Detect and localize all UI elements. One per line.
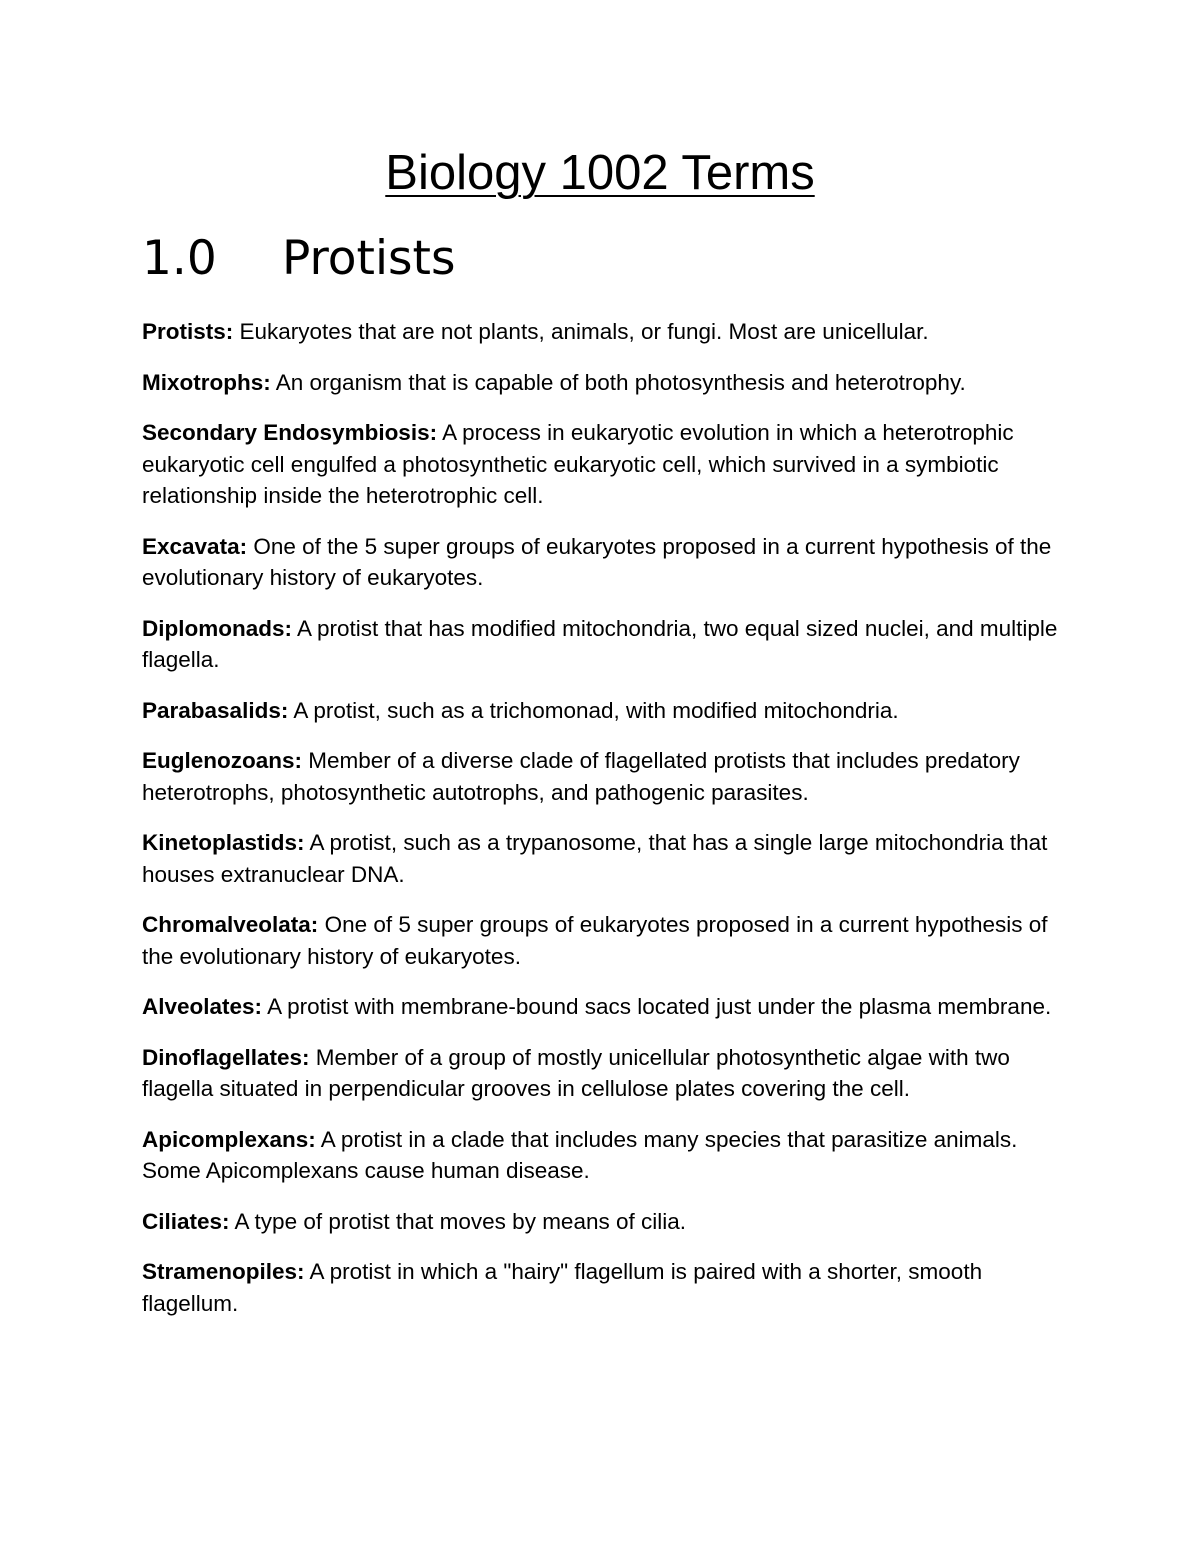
- term-list: [142, 316, 1067, 1338]
- term-label: Parabasalids:: [142, 697, 289, 723]
- term-entry: [142, 909, 1067, 972]
- term-label: Ciliates:: [142, 1208, 230, 1234]
- term-label: Alveolates:: [142, 994, 263, 1019]
- term-definition: A protist with membrane-bound sacs located just under the plasma membrane.: [262, 994, 1052, 1019]
- term-label: Chromalveolata:: [142, 912, 319, 937]
- term-definition: Member of a group of mostly unicellular photosynthetic algae with two flagella situated in perpendicular grooves in cellulose plates covering the cell.: [142, 1044, 1010, 1101]
- term-label: Dinoflagellates:: [142, 1044, 310, 1070]
- term-entry: [142, 531, 1067, 594]
- term-entry: [142, 1206, 1067, 1238]
- term-entry: [142, 991, 1067, 1023]
- term-entry: [142, 1042, 1067, 1105]
- term-definition: A protist in a clade that includes many species that parasitize animals. Some Apicomplexans cause human disease.: [142, 1126, 1018, 1183]
- term-entry: [142, 827, 1067, 890]
- term-entry: [142, 367, 1067, 399]
- term-entry: [142, 1256, 1067, 1319]
- term-entry: [142, 745, 1067, 808]
- term-label: Excavata:: [142, 533, 248, 559]
- term-definition: One of 5 super groups of eukaryotes proposed in a current hypothesis of the evolutionary history of eukaryotes.: [142, 912, 1048, 969]
- section-heading: [142, 226, 455, 292]
- term-definition: A protist, such as a trypanosome, that has a single large mitochondria that houses extranuclear DNA.: [142, 830, 1048, 887]
- term-entry: [142, 695, 1067, 727]
- term-definition: A type of protist that moves by means of cilia.: [229, 1208, 687, 1234]
- term-definition: A protist, such as a trichomonad, with modified mitochondria.: [288, 697, 899, 723]
- term-label: Euglenozoans:: [142, 748, 303, 773]
- section-title: Protists: [282, 231, 456, 286]
- term-entry: [142, 316, 1067, 348]
- term-label: Mixotrophs:: [142, 369, 271, 395]
- term-definition: A protist that has modified mitochondria, two equal sized nuclei, and multiple flagella.: [142, 615, 1058, 672]
- section-number: 1.0: [142, 231, 217, 286]
- term-definition: A process in eukaryotic evolution in which a heterotrophic eukaryotic cell engulfed a photosynthetic eukaryotic cell, which survived in a symbiotic relationship inside the heterotrophic cell.: [142, 420, 1014, 508]
- term-label: Protists:: [142, 319, 234, 344]
- term-definition: One of the 5 super groups of eukaryotes proposed in a current hypothesis of the evolutionary history of eukaryotes.: [142, 533, 1052, 590]
- term-definition: Member of a diverse clade of flagellated protists that includes predatory heterotrophs, photosynthetic autotrophs, and pathogenic parasites.: [142, 748, 1020, 805]
- term-definition: Eukaryotes that are not plants, animals, or fungi. Most are unicellular.: [233, 319, 929, 344]
- term-entry: [142, 417, 1067, 512]
- term-label: Kinetoplastids:: [142, 830, 305, 855]
- term-label: Stramenopiles:: [142, 1259, 305, 1284]
- term-entry: [142, 613, 1067, 676]
- term-label: Apicomplexans:: [142, 1126, 316, 1152]
- document-title: Biology 1002 Terms: [385, 146, 815, 200]
- term-label: Diplomonads:: [142, 615, 292, 641]
- term-definition: An organism that is capable of both photosynthesis and heterotrophy.: [270, 369, 966, 395]
- term-label: Secondary Endosymbiosis:: [142, 420, 438, 445]
- term-definition: A protist in which a "hairy" flagellum is paired with a shorter, smooth flagellum.: [142, 1259, 983, 1316]
- term-entry: [142, 1124, 1067, 1187]
